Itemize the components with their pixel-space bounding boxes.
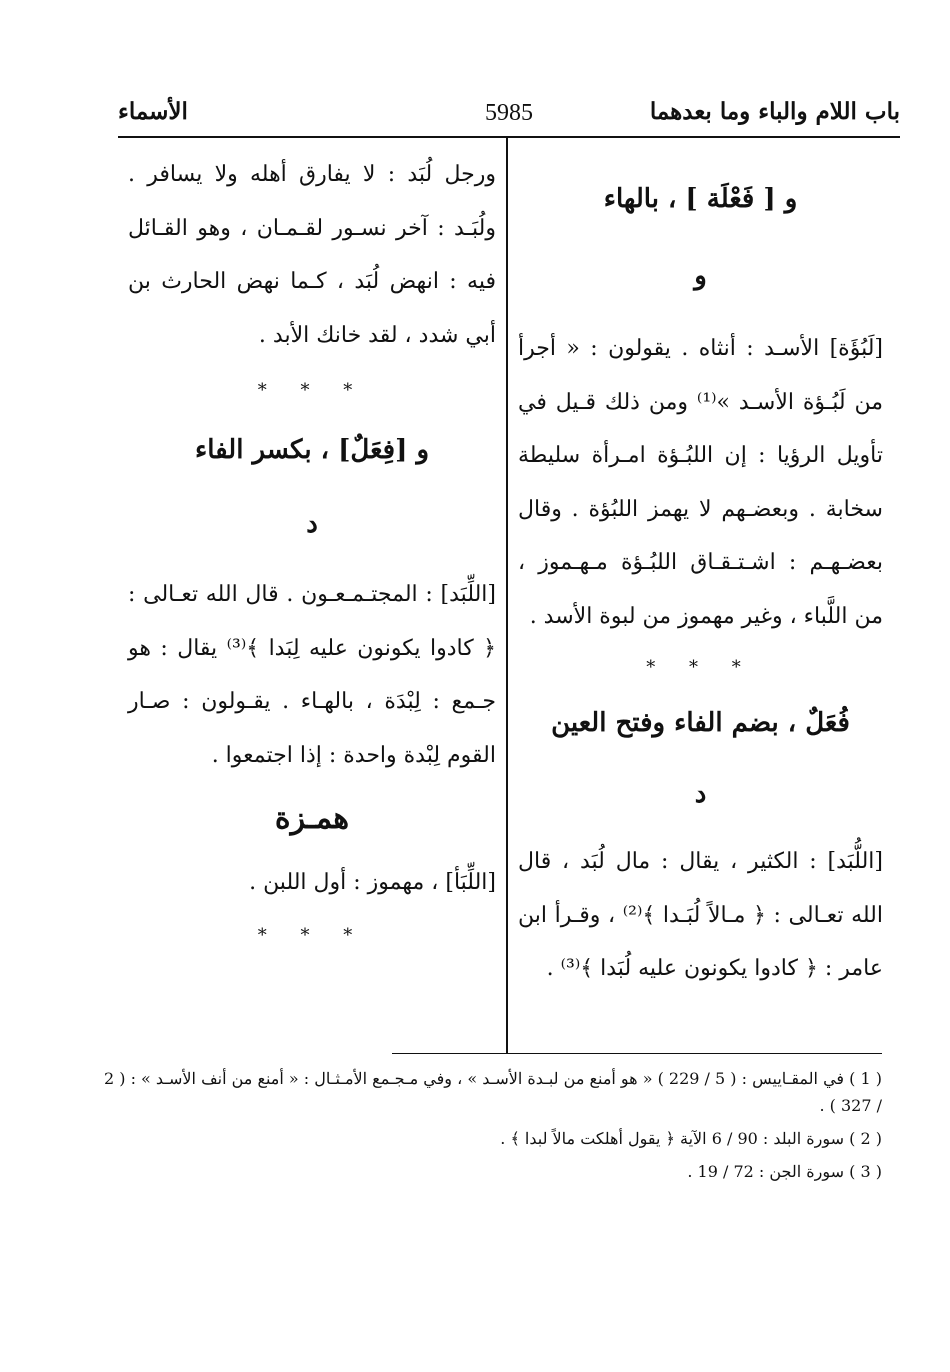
right-letter-2: د bbox=[694, 779, 707, 809]
header-divider bbox=[118, 136, 900, 138]
right-column bbox=[518, 148, 883, 996]
right-paragraph-1: [لَبُؤَة] الأسـد : أنثاه . يقولون : « أجرأ من لَبُـؤة الأسـد »⁽¹⁾ ومن ذلك قـيل في تأويل الرؤيا : إن اللبُـؤة امـرأة سليطة سخابة . وبعضـهم لا يهمز اللبُؤة . وقال بعضـهـم : اشـتـقـاق اللبُـؤة مـهـموز ، من اللَّباء ، وغير مهموز من لبوة الأسد . bbox=[518, 336, 883, 629]
chapter-title: باب اللام والباء وما بعدهما bbox=[649, 98, 900, 125]
footnote-1: ( 1 ) في المقـاييس : ( 5 / 229 ) « هو أمنع من لبـدة الأسـد » ، وفي مـجـمع الأمـثـال : « أمنع من أنف الأسـد » : ( 2 / 327 ) . bbox=[103, 1069, 882, 1115]
left-paragraph-1: ورجل لُبَد : لا يفارق أهله ولا يسافر . ولُبَـد : آخر نسـور لقـمـان ، وهو القـائل فيه : انهض لُبَد ، كـما نهض الحارث بن أبي شدد ، لقد خانك الأبد . bbox=[128, 162, 496, 348]
left-paragraph-2: [اللِّبَد] : المجتـمـعـون . قال الله تعـالى : ﴿ كادوا يكونون عليه لِبَدا ﴾⁽³⁾ يقال : هو جـمع : لِبْدَة ، بالهـاء . يقـولون : صـار القوم لِبْدة واحدة : إذا اجتمعوا . bbox=[128, 582, 496, 768]
left-column bbox=[128, 148, 496, 962]
right-paragraph-2: [اللُّبَد] : الكثير ، يقال : مال لُبَد ، قال الله تعـالى : ﴿ مـالاً لُبَـدا ﴾⁽²⁾ ، وقـرأ ابن عامر : ﴿ كادوا يكونون عليه لُبَدا ﴾⁽³⁾ . bbox=[518, 849, 883, 981]
left-stars-2: * * * bbox=[257, 924, 367, 946]
footnote-2: ( 2 ) سورة البلد : 90 / 6 الآية ﴿ يقول أهلكت مالاً لبدا ﴾ . bbox=[500, 1129, 882, 1148]
column-divider bbox=[506, 138, 508, 1054]
footnote-divider bbox=[392, 1053, 882, 1054]
section-title: الأسماء bbox=[118, 98, 188, 125]
right-stars: * * * bbox=[646, 657, 755, 678]
left-stars-1: * * * bbox=[257, 380, 367, 401]
right-letter-1: و bbox=[694, 261, 707, 291]
right-heading-2: فُعَلٌ ، بضم الفاء وفتح العين bbox=[551, 708, 850, 738]
page-number: 5985 bbox=[485, 100, 533, 126]
left-heading-2: همـزة bbox=[274, 801, 350, 836]
left-paragraph-3: [اللِّبَأ] ، مهموز : أول اللبن . bbox=[249, 870, 496, 895]
right-heading-1: و [ فَعْلَة ] ، بالهاء bbox=[603, 184, 798, 214]
footnote-3: ( 3 ) سورة الجن : 72 / 19 . bbox=[687, 1162, 882, 1181]
left-letter-1: د bbox=[306, 509, 318, 539]
page-header bbox=[118, 98, 900, 138]
left-heading-1: و [فِعَلٌ] ، بكسر الفاء bbox=[195, 435, 429, 465]
footnotes bbox=[100, 1065, 882, 1185]
